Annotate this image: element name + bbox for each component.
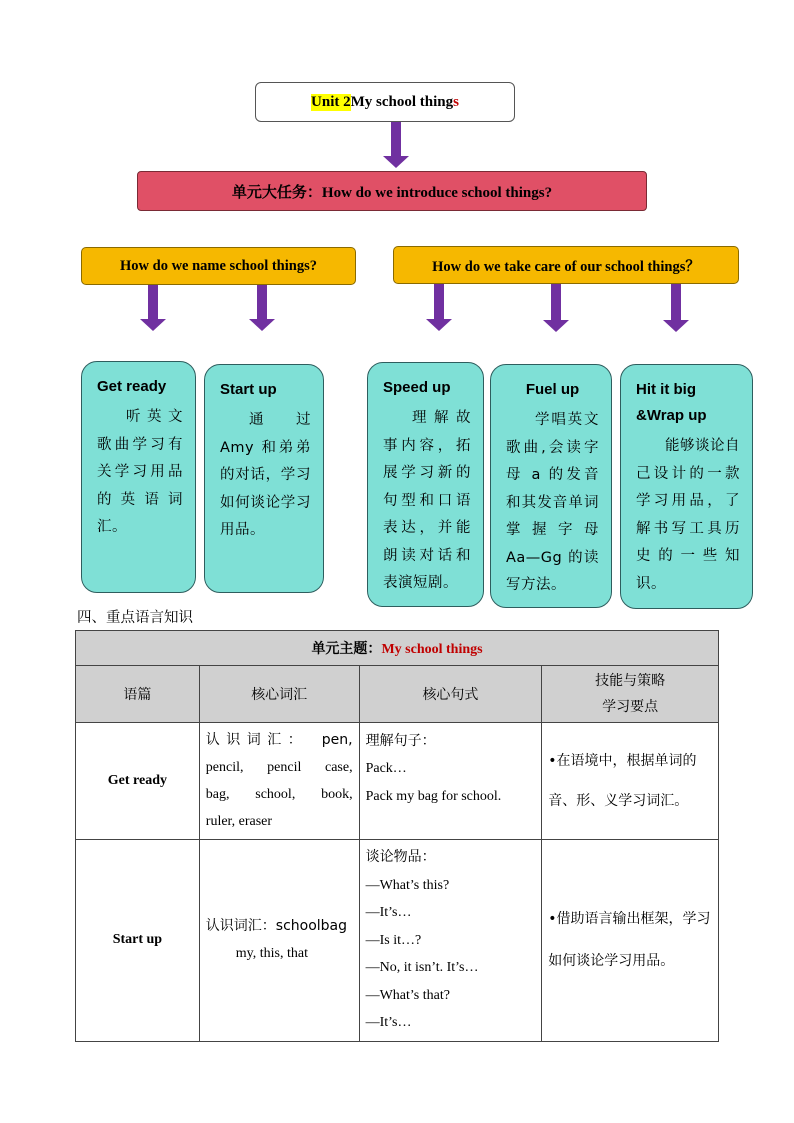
card-title: Fuel up [525,381,580,398]
section-heading: 四、重点语言知识 [77,610,193,626]
language-knowledge-table [75,630,719,1042]
card-body: 学唱英文歌曲,会读字母 a 的发音和其发音单词 掌握字母 Aa—Gg 的读写方法。 [506,412,614,593]
card-title [636,377,740,429]
card-title: Speed up [383,379,451,396]
down-arrow-icon [383,122,409,168]
sentence-cell [359,840,542,1042]
unit-title-text: My school thing [350,93,454,110]
vocab-line: ruler, eraser [205,814,273,829]
card-body: 通 过 Amy 和弟弟的对话，学习如何谈论学习用品。 [220,412,311,538]
down-arrow-icon [543,284,569,332]
table-header-row [76,666,719,723]
sentence-line: —It’s… [365,1015,412,1030]
sentence-line: —What’s that? [365,987,450,1003]
vocab-cell [199,840,359,1042]
skills-cell: •借助语言输出框架，学习如何谈论学习用品。 [542,840,719,1042]
card-start-up [204,364,324,593]
card-body: 听英文歌曲学习有关学习用品的英语词汇。 [97,409,183,535]
down-arrow-icon [249,285,275,331]
unit-title-suffix: s [453,93,459,110]
table-theme-cell [76,631,719,666]
lesson-cell: Get ready [76,723,200,840]
sentence-cell [359,723,542,840]
lesson-cell: Start up [76,840,200,1042]
down-arrow-icon [426,284,452,331]
sentence-line: —Is it…? [365,932,422,948]
header-cell: 语篇 [76,666,200,723]
header-cell [542,666,719,723]
vocab-cell [199,723,359,840]
table-theme-row [76,631,719,666]
sentence-line: Pack my bag for school. [365,789,502,804]
vocab-line: 认识词汇：schoolbag [205,918,348,935]
header-line: 学习要点 [602,699,659,715]
sentence-line: Pack… [365,761,407,776]
theme-label: 单元主题： [311,641,382,657]
down-arrow-icon [140,285,166,331]
header-line: 技能与策略 [595,673,666,689]
vocab-line: bag, school, book, [205,787,353,802]
card-title-line1: Hit it big [636,381,696,398]
card-get-ready [81,361,196,593]
sentence-line: 理解句子： [365,733,436,749]
card-hit-it-big [620,364,753,609]
table-row [76,840,719,1042]
vocab-line: my, this, that [235,946,308,962]
table-row [76,723,719,840]
unit-task-bar: 单元大任务：How do we introduce school things? [137,171,647,211]
sentence-line: 谈论物品： [365,849,436,865]
question-box-name: How do we name school things? [81,247,356,285]
theme-value: My school things [381,642,483,657]
card-title: Start up [220,381,277,398]
unit-number: Unit 2 [311,93,351,110]
header-cell: 核心词汇 [199,666,359,723]
card-title: Get ready [97,378,167,395]
sentence-line: —What’s this? [365,877,450,893]
card-title-line2: &Wrap up [636,407,707,424]
down-arrow-icon [663,284,689,332]
question-box-care: How do we take care of our school things？ [393,246,739,284]
card-fuel-up [490,364,612,608]
skills-cell: •在语境中，根据单词的音、形、义学习词汇。 [542,723,719,840]
card-body: 理解故事内容，拓展学习新的句型和口语表达，并能朗读对话和表演短剧。 [383,410,471,591]
vocab-line: 认识词汇： pen, [205,732,353,748]
header-cell: 核心句式 [359,666,542,723]
sentence-line: —No, it isn’t. It’s… [365,960,479,975]
card-speed-up [367,362,484,607]
card-body: 能够谈论自己设计的一款学习用品，了解书写工具历史的一些知识。 [636,438,740,592]
unit-title-box [255,82,515,122]
vocab-line: pencil, pencil case, [205,760,353,775]
sentence-line: —It’s… [365,905,412,920]
